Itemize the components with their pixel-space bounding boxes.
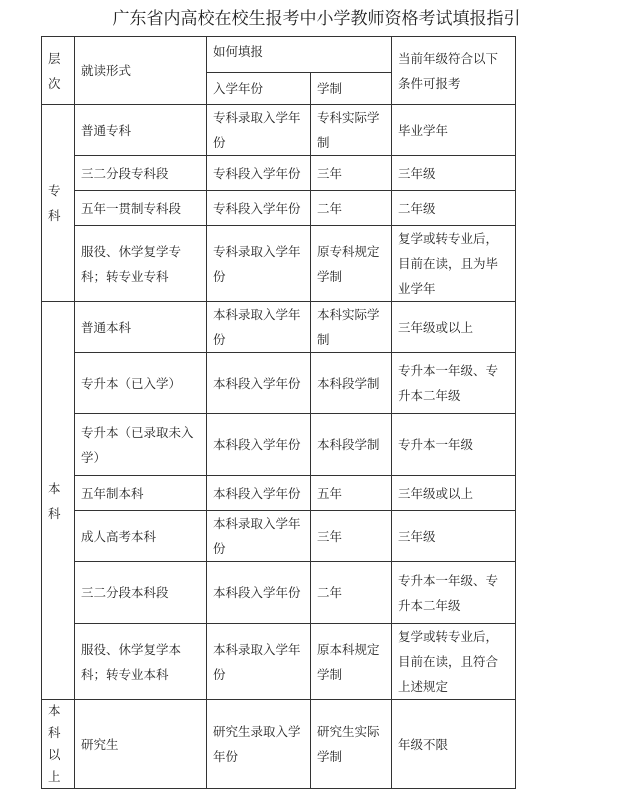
table-row <box>42 562 516 624</box>
cell-form: 成人高考本科 <box>75 511 207 562</box>
table-row <box>42 511 516 562</box>
cell-condition: 专升本一年级、专升本二年级 <box>392 562 516 624</box>
cell-condition: 复学或转专业后，目前在读，且为毕业学年 <box>392 226 516 302</box>
table-row <box>42 302 516 353</box>
cell-system: 三年 <box>311 156 392 191</box>
cell-form: 服役、休学复学专科；转专业专科 <box>75 226 207 302</box>
cell-form: 普通专科 <box>75 105 207 156</box>
group-above-benke <box>42 700 75 789</box>
cell-year: 专科段入学年份 <box>207 156 311 191</box>
cell-system: 本科段学制 <box>311 414 392 476</box>
cell-year: 本科录取入学年份 <box>207 302 311 353</box>
cell-year: 本科录取入学年份 <box>207 511 311 562</box>
cell-year: 本科段入学年份 <box>207 562 311 624</box>
cell-condition: 三年级或以上 <box>392 476 516 511</box>
cell-condition: 三年级 <box>392 511 516 562</box>
cell-year: 本科段入学年份 <box>207 353 311 414</box>
cell-form: 五年一贯制专科段 <box>75 191 207 226</box>
cell-form: 三二分段专科段 <box>75 156 207 191</box>
table-row <box>42 156 516 191</box>
cell-system: 本科段学制 <box>311 353 392 414</box>
cell-year: 本科段入学年份 <box>207 414 311 476</box>
cell-system: 原专科规定学制 <box>311 226 392 302</box>
cell-condition: 毕业学年 <box>392 105 516 156</box>
cell-system: 二年 <box>311 191 392 226</box>
cell-year: 专科段入学年份 <box>207 191 311 226</box>
cell-year: 专科录取入学年份 <box>207 105 311 156</box>
header-level: 层次 <box>42 37 75 105</box>
cell-form: 五年制本科 <box>75 476 207 511</box>
cell-condition: 专升本一年级、专升本二年级 <box>392 353 516 414</box>
cell-form: 三二分段本科段 <box>75 562 207 624</box>
cell-system: 原本科规定学制 <box>311 624 392 700</box>
cell-form: 服役、休学复学本科；转专业本科 <box>75 624 207 700</box>
guide-table <box>41 36 516 789</box>
header-condition: 当前年级符合以下条件可报考 <box>392 37 516 105</box>
group-above-line2: 以上 <box>48 747 61 784</box>
group-zhuanke: 专科 <box>42 105 75 302</box>
cell-system: 研究生实际学制 <box>311 700 392 789</box>
cell-system: 专科实际学制 <box>311 105 392 156</box>
cell-year: 本科录取入学年份 <box>207 624 311 700</box>
header-system: 学制 <box>311 73 392 105</box>
cell-condition: 三年级 <box>392 156 516 191</box>
table-row <box>42 700 516 789</box>
cell-year: 研究生录取入学年份 <box>207 700 311 789</box>
page-title: 广东省内高校在校生报考中小学教师资格考试填报指引 <box>112 9 521 29</box>
cell-form: 专升本（已录取未入学） <box>75 414 207 476</box>
cell-form: 专升本（已入学） <box>75 353 207 414</box>
table-row <box>42 476 516 511</box>
cell-condition: 年级不限 <box>392 700 516 789</box>
table-row <box>42 191 516 226</box>
table-row <box>42 353 516 414</box>
header-how-to-fill: 如何填报 <box>207 37 392 73</box>
cell-condition: 复学或转专业后，目前在读，且符合上述规定 <box>392 624 516 700</box>
group-benke: 本科 <box>42 302 75 700</box>
group-above-line1: 本科 <box>48 703 61 740</box>
cell-condition: 专升本一年级 <box>392 414 516 476</box>
cell-year: 专科录取入学年份 <box>207 226 311 302</box>
cell-system: 二年 <box>311 562 392 624</box>
table-row <box>42 624 516 700</box>
cell-form: 普通本科 <box>75 302 207 353</box>
header-year: 入学年份 <box>207 73 311 105</box>
cell-condition: 二年级 <box>392 191 516 226</box>
cell-form: 研究生 <box>75 700 207 789</box>
table-row <box>42 105 516 156</box>
table-row <box>42 226 516 302</box>
cell-year: 本科段入学年份 <box>207 476 311 511</box>
cell-system: 三年 <box>311 511 392 562</box>
table-row <box>42 414 516 476</box>
cell-system: 五年 <box>311 476 392 511</box>
header-form: 就读形式 <box>75 37 207 105</box>
cell-system: 本科实际学制 <box>311 302 392 353</box>
cell-condition: 三年级或以上 <box>392 302 516 353</box>
